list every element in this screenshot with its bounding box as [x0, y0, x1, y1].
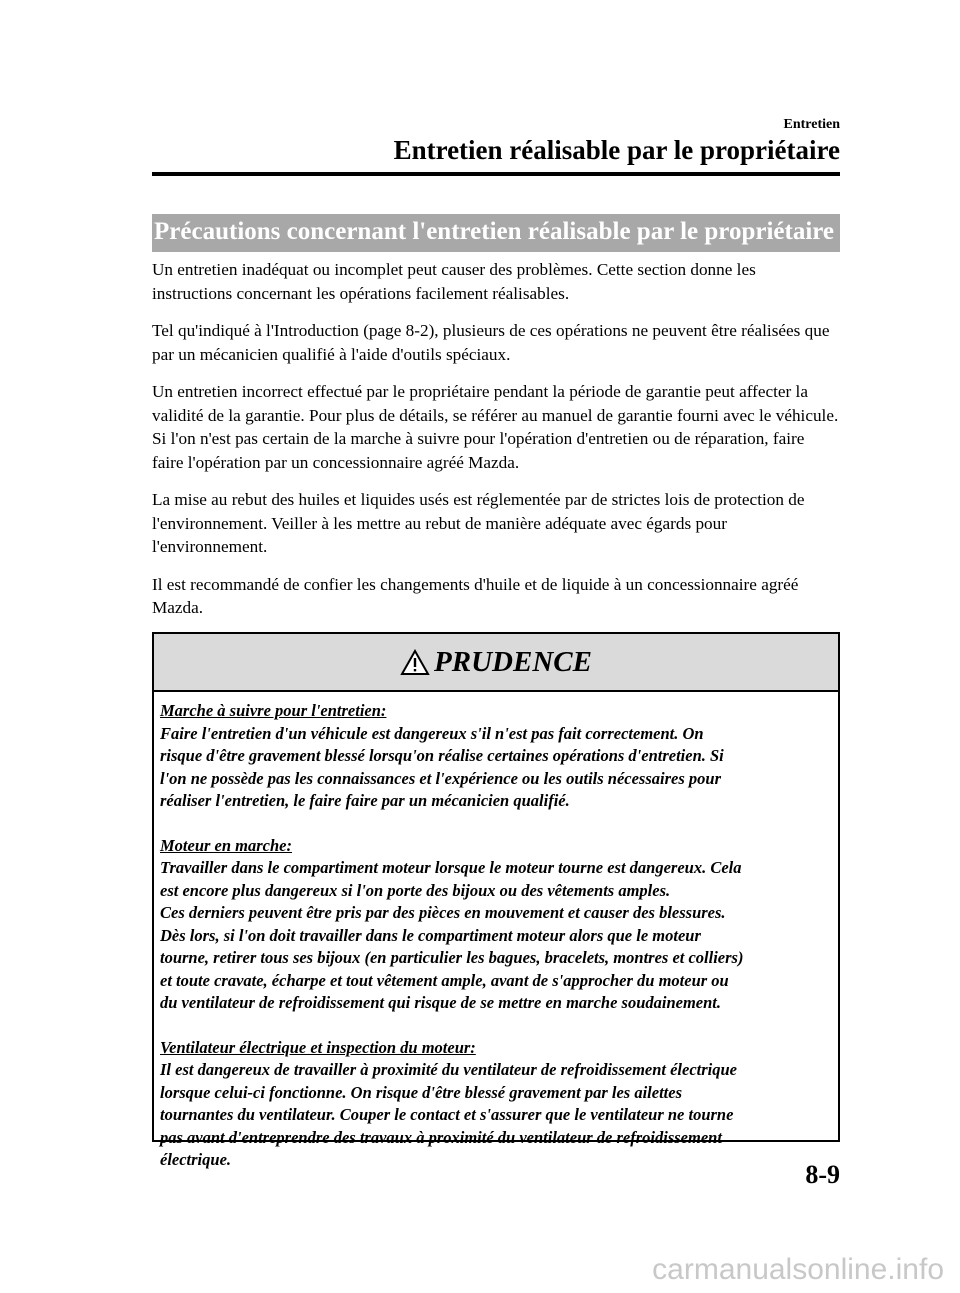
caution-body: [154, 692, 838, 1172]
caution-heading: PRUDENCE: [434, 645, 592, 678]
page-header-title: Entretien réalisable par le propriétaire: [393, 135, 840, 165]
caution-box: [152, 632, 840, 1169]
caution-line: risque d'être gravement blessé lorsqu'on réalise certaines opérations d'entretien. Si: [160, 746, 724, 765]
caution-section: [160, 835, 832, 1015]
body-text: [152, 258, 840, 634]
section-title: Précautions concernant l'entretien réalisable par le propriétaire: [152, 214, 840, 252]
caution-line: tournantes du ventilateur. Couper le contact et s'assurer que le ventilateur ne tourne: [160, 1105, 734, 1124]
paragraph: Un entretien incorrect effectué par le propriétaire pendant la période de garantie peut affecter la validité de la garantie. Pour plus de détails, se référer au manuel de garantie fourni avec le véhicule. Si l'on n'est pas certain de la marche à suivre pour l'opération d'entretien ou de réparation, faire faire l'opération par un concessionnaire agréé Mazda.: [152, 382, 839, 472]
caution-line: et toute cravate, écharpe et tout vêtement ample, avant de s'approcher du moteur ou: [160, 970, 729, 990]
caution-header: [154, 634, 838, 692]
caution-line: l'on ne possède pas les connaissances et l'expérience ou les outils nécessaires pour: [160, 768, 721, 788]
caution-section-title: Ventilateur électrique et inspection du moteur:: [160, 1037, 476, 1057]
caution-section-title: Marche à suivre pour l'entretien:: [160, 701, 387, 720]
header-divider: [152, 172, 840, 176]
paragraph: Il est recommandé de confier les changements d'huile et de liquide à un concessionnaire agréé Mazda.: [152, 574, 799, 617]
caution-line: réaliser l'entretien, le faire faire par un mécanicien qualifié.: [160, 791, 570, 810]
caution-line: pas avant d'entreprendre des travaux à proximité du ventilateur de refroidissement: [160, 1127, 722, 1147]
page-number: 8-9: [805, 1160, 840, 1189]
caution-line: électrique.: [160, 1150, 232, 1169]
caution-line: Ces derniers peuvent être pris par des pièces en mouvement et causer des blessures.: [160, 903, 726, 922]
caution-line: Il est dangereux de travailler à proximité du ventilateur de refroidissement électrique: [160, 1060, 738, 1079]
caution-line: Travailler dans le compartiment moteur lorsque le moteur tourne est dangereux. Cela: [160, 858, 742, 877]
caution-line: tourne, retirer tous ses bijoux (en particulier les bagues, bracelets, montres et colliers): [160, 948, 744, 967]
caution-line: lorsque celui-ci fonctionne. On risque d'être blessé gravement par les ailettes: [160, 1082, 683, 1102]
warning-icon: [400, 649, 430, 676]
caution-line: Faire l'entretien d'un véhicule est dangereux s'il n'est pas fait correctement. On: [160, 723, 704, 743]
caution-section-title: Moteur en marche:: [160, 835, 292, 855]
paragraph: Un entretien inadéquat ou incomplet peut causer des problèmes. Cette section donne les instructions concernant les opérations facilement réalisables.: [152, 260, 756, 303]
chapter-label: Entretien: [783, 117, 840, 132]
paragraph: Tel qu'indiqué à l'Introduction (page 8-2), plusieurs de ces opérations ne peuvent être réalisées que par un mécanicien qualifié à l'aide d'outils spéciaux.: [152, 321, 830, 364]
caution-line: Dès lors, si l'on doit travailler dans le compartiment moteur alors que le moteur: [160, 925, 701, 945]
caution-line: du ventilateur de refroidissement qui risque de se mettre en marche soudainement.: [160, 993, 721, 1012]
caution-section: [160, 700, 832, 813]
caution-section: [160, 1037, 832, 1172]
caution-line: est encore plus dangereux si l'on porte des bijoux ou des vêtements amples.: [160, 880, 671, 900]
paragraph: La mise au rebut des huiles et liquides usés est réglementée par de strictes lois de protection de l'environnement. Veiller à les mettre au rebut de manière adéquate avec égards pour l'environnement.: [152, 490, 805, 556]
watermark: carmanualsonline.info: [652, 1253, 944, 1286]
